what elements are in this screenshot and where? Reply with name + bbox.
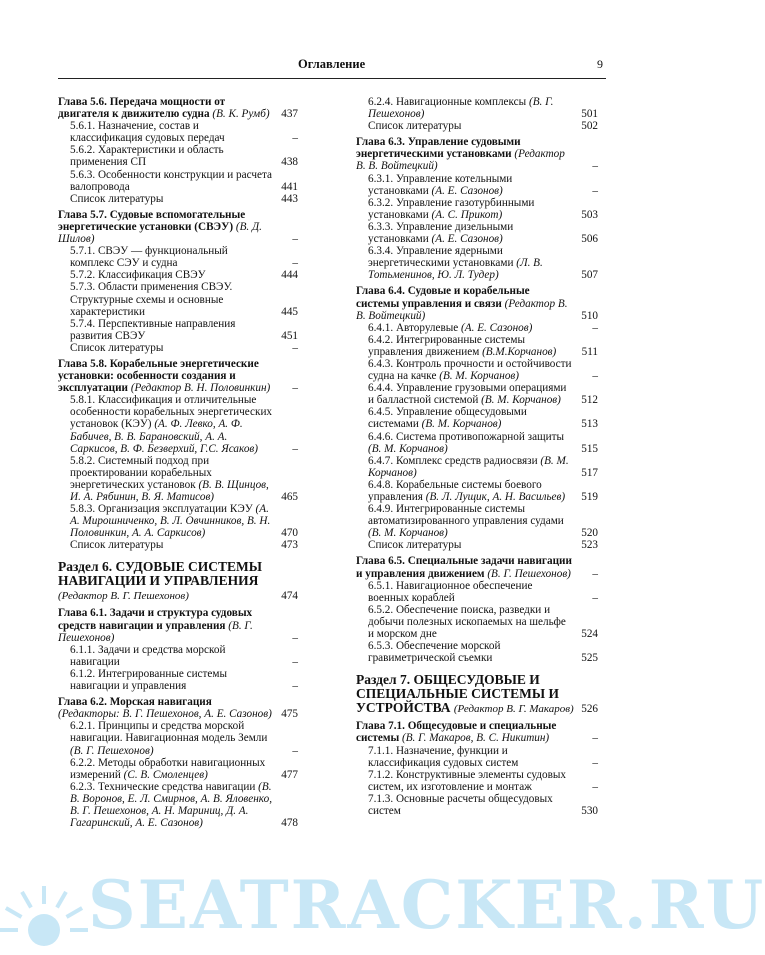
toc-page-number: 513 <box>581 418 598 431</box>
toc-entry-title: Список литературы <box>368 539 462 552</box>
toc-entry-title: Глава 6.4. Судовые и корабельные системы управления и связи <box>356 285 530 310</box>
toc-page-number: 470 <box>281 527 298 540</box>
toc-entry-editor: (В. Г. Пешехонов) <box>58 619 253 644</box>
toc-entry-title: 6.5.1. Навигационное обеспечение военных кораблей <box>368 579 533 604</box>
toc-page-number: 530 <box>581 804 598 817</box>
toc-page-number: 465 <box>281 491 298 503</box>
toc-section <box>58 560 298 603</box>
toc-sub <box>356 382 598 406</box>
toc-entry-title: 6.2.3. Технические средства навигации <box>70 780 256 793</box>
toc-entry-title: 6.5.2. Обеспечение поиска, разведки и добычи полезных ископаемых на шельфе и морском дне <box>368 603 566 641</box>
toc-entry-title: 5.7.1. СВЭУ — функциональный комплекс СЭУ и судна <box>70 245 228 270</box>
toc-sub <box>356 793 598 817</box>
toc-entry-editor: (В. Л. Лущик, А. Н. Васильев) <box>425 491 566 503</box>
toc-chapter <box>356 136 598 172</box>
toc-page-number: – <box>292 341 298 354</box>
page-header <box>0 57 661 77</box>
toc-page-number: – <box>592 756 598 769</box>
header-rule <box>58 78 606 79</box>
toc-chapter <box>58 696 298 720</box>
toc-page-number: – <box>592 321 598 334</box>
toc-entry-editor: (В. Г. Макаров, В. С. Никитин) <box>402 732 550 745</box>
toc-entry-title: Глава 6.5. Специальные задачи навигации и управления движением <box>356 555 572 580</box>
toc-page-number: – <box>292 631 298 644</box>
toc-entry-editor: (А. Е. Сазонов) <box>431 184 503 197</box>
toc-page-number: 526 <box>581 703 598 716</box>
toc-chapter <box>58 96 298 120</box>
toc-page-number: 477 <box>281 768 298 781</box>
toc-entry-title: 5.7.3. Области применения СВЭУ. Структурные схемы и основные характеристики <box>70 281 233 318</box>
toc-chapter <box>356 555 598 579</box>
toc-page-number: – <box>592 370 598 383</box>
toc-page-number: 507 <box>581 269 598 282</box>
toc-page-number: 515 <box>581 442 598 455</box>
toc-entry-editor: (В. М. Корчанов) <box>421 418 502 431</box>
toc-entry-editor: (В. М. Корчанов) <box>481 394 561 407</box>
toc-sub <box>356 479 598 503</box>
toc-entry-title: 6.4.1. Авторулевые <box>368 321 459 334</box>
toc-entry-editor: (С. В. Смоленцев) <box>123 768 208 781</box>
toc-section <box>356 673 598 716</box>
toc-entry-title: 6.4.5. Управление общесудовыми системами <box>368 406 527 431</box>
toc-page-number: – <box>592 160 598 173</box>
toc-sub <box>58 394 298 454</box>
toc-entry-editor: (Редактор В. Г. Макаров) <box>453 703 574 716</box>
toc-page-number: 519 <box>581 491 598 503</box>
toc-sub <box>58 144 298 168</box>
toc-sub <box>58 169 298 193</box>
toc-entry-editor: (А. Е. Сазонов) <box>431 233 503 246</box>
toc-page-number: 437 <box>281 108 298 121</box>
toc-entry-editor: (В. Д. Шилов) <box>58 220 262 246</box>
toc-page-number: – <box>592 567 598 580</box>
toc-sub <box>58 668 298 692</box>
toc-entry-title: Глава 5.8. Корабельные энергетические установки: особенности создания и эксплуатации <box>58 357 259 395</box>
toc-entry-title: 6.4.4. Управление грузовыми операциями и балластной системой <box>368 382 567 407</box>
toc-page-number: 511 <box>581 345 598 358</box>
toc-page-number: 502 <box>581 120 598 133</box>
toc-entry-title: Список литературы <box>70 341 164 354</box>
toc-entry-title: 5.8.1. Классификация и отличительные особенности корабельных энергетических установок (КЭУ) <box>70 394 273 431</box>
toc-sub <box>58 269 298 281</box>
toc-page-number: 475 <box>281 708 298 721</box>
toc-entry-title: 5.8.3. Организация эксплуатации КЭУ <box>70 503 253 516</box>
toc-page-number: 501 <box>581 108 598 121</box>
toc-entry-title: 6.4.9. Интегрированные системы автоматизированного управления судами <box>368 503 564 528</box>
toc-entry-editor: (А. Ф. Левко, А. Ф. Бабичев, В. В. Барановский, А. А. Саркисов, В. Ф. Безверхий, Г.С. Ясаков) <box>70 418 259 455</box>
toc-entry-editor: (Редактор В. В. Войтецкий) <box>356 148 565 173</box>
toc-entry-editor: (В. М. Корчанов) <box>439 370 519 383</box>
toc-sub <box>58 455 298 503</box>
toc-entry-title: 6.3.3. Управление дизельными установками <box>368 220 514 246</box>
toc-entry-title: 6.4.8. Корабельные системы боевого управления <box>368 478 542 503</box>
toc-entry-title: Глава 7.1. Общесудовые и специальные системы <box>356 720 557 745</box>
toc-page-number: – <box>292 233 298 246</box>
toc-sub <box>58 503 298 539</box>
toc-sub <box>356 334 598 358</box>
toc-entry-title: 5.6.2. Характеристики и область применения СП <box>70 144 224 169</box>
toc-entry-title: Глава 6.2. Морская навигация <box>58 696 212 709</box>
toc-entry-title: 6.3.2. Управление газотурбинными установками <box>368 196 535 221</box>
toc-page-number: 525 <box>581 652 598 665</box>
toc-sub <box>356 173 598 197</box>
toc-sub <box>356 580 598 604</box>
toc-entry-editor: (В. М. Корчанов) <box>368 442 448 455</box>
toc-sub <box>58 281 298 317</box>
toc-entry-title: 6.4.2. Интегрированные системы управления движением <box>368 333 525 358</box>
toc-chapter <box>356 720 598 744</box>
toc-sub <box>356 640 598 664</box>
toc-sub <box>356 322 598 334</box>
toc-lit <box>58 342 298 354</box>
toc-entry-editor: (В.М.Корчанов) <box>482 345 557 358</box>
toc-entry-title: 6.2.1. Принципы и средства морской навигации. Навигационная модель Земли <box>70 720 268 745</box>
toc-page-number: 517 <box>581 466 598 479</box>
toc-page-number: 444 <box>281 269 298 282</box>
toc-entry-title: 6.2.2. Методы обработки навигационных измерений <box>70 756 266 781</box>
toc-entry-editor: (В. М. Корчанов) <box>368 527 448 540</box>
toc-sub <box>356 245 598 281</box>
toc-sub <box>356 197 598 221</box>
toc-sub <box>356 604 598 640</box>
toc-page-number: – <box>592 732 598 745</box>
toc-chapter <box>58 607 298 643</box>
toc-page-number: – <box>292 382 298 395</box>
toc-lit <box>58 193 298 205</box>
toc-page-number: 506 <box>581 233 598 246</box>
toc-entry-title: Список литературы <box>70 192 164 205</box>
toc-entry-title: 6.4.3. Контроль прочности и остойчивости судна на качке <box>368 357 572 383</box>
toc-entry-title: 6.4.7. Комплекс средств радиосвязи <box>368 454 538 467</box>
toc-sub <box>356 431 598 455</box>
toc-entry-title: 5.6.3. Особенности конструкции и расчета валопровода <box>70 168 272 193</box>
toc-entry-editor: (Редакторы: В. Г. Пешехонов, А. Е. Сазонов) <box>58 708 272 721</box>
toc-entry-title: 5.8.2. Системный подход при проектировании корабельных энергетических установок <box>70 454 212 491</box>
toc-entry-title: 5.7.4. Перспективные направления развития СВЭУ <box>70 317 236 342</box>
toc-sub <box>58 781 298 829</box>
sun-logo-icon <box>4 878 84 955</box>
toc-page-number: 520 <box>581 527 598 540</box>
toc-page-number: 451 <box>281 329 298 342</box>
toc-sub <box>58 757 298 781</box>
toc-entry-title: 6.3.1. Управление котельными установками <box>368 172 513 197</box>
toc-page-number: – <box>292 744 298 757</box>
toc-entry-title: 5.6.1. Назначение, состав и классификация судовых передач <box>70 120 225 145</box>
toc-entry-title: 6.1.1. Задачи и средства морской навигации <box>70 643 226 668</box>
toc-entry-title: Раздел 7. ОБЩЕСУДОВЫЕ И СПЕЦИАЛЬНЫЕ СИСТЕМЫ И УСТРОЙСТВА <box>356 672 560 716</box>
toc-page-number: – <box>292 132 298 145</box>
toc-page-number: 445 <box>281 305 298 318</box>
toc-page-number: – <box>292 655 298 668</box>
toc-entry-title: Раздел 6. СУДОВЫЕ СИСТЕМЫ НАВИГАЦИИ И УПРАВЛЕНИЯ <box>58 559 262 589</box>
toc-entry-editor: (В. Г. Пешехонов) <box>70 744 154 757</box>
toc-entry-editor: (А. С. Прикот) <box>431 208 503 221</box>
toc-page-number: 523 <box>581 539 598 552</box>
toc-sub <box>356 96 598 120</box>
toc-page-number: 524 <box>581 628 598 641</box>
toc-page-number: 510 <box>581 309 598 322</box>
toc-page-number: 503 <box>581 208 598 221</box>
toc-entry-title: 6.4.6. Система противопожарной защиты <box>368 430 565 443</box>
toc-entry-title: Список литературы <box>70 539 164 552</box>
toc-lit <box>58 539 298 551</box>
toc-sub <box>58 120 298 144</box>
toc-chapter <box>58 209 298 245</box>
toc-sub <box>356 358 598 382</box>
toc-page-number: 512 <box>581 394 598 407</box>
toc-entry-editor: (В. В. Щинцов, И. А. Рябинин, В. Я. Матисов) <box>70 478 269 503</box>
toc-right-column <box>356 96 598 817</box>
toc-entry-title: Глава 5.6. Передача мощности от двигателя к движителю судна <box>58 96 226 121</box>
toc-page-number: 478 <box>281 817 298 830</box>
toc-entry-editor: (Л. В. Тотьменинов, Ю. Л. Тудер) <box>368 257 543 282</box>
toc-page-number: 441 <box>281 180 298 193</box>
page-number: 9 <box>597 57 603 71</box>
toc-sub <box>356 769 598 793</box>
toc-left-column <box>58 96 298 829</box>
toc-lit <box>356 539 598 551</box>
toc-sub <box>356 503 598 539</box>
toc-entry-title: 6.1.2. Интегрированные системы навигации и управления <box>70 667 227 693</box>
toc-entry-editor: (В. К. Румб) <box>212 108 270 121</box>
page-title: Оглавление <box>298 57 366 71</box>
toc-entry-editor: (Редактор В. Г. Пешехонов) <box>58 590 189 603</box>
toc-sub <box>356 455 598 479</box>
toc-page-number: 473 <box>281 539 298 552</box>
toc-page-number: – <box>592 780 598 793</box>
toc-entry-editor: (А. А. Мирошниченко, В. Л. Овчинников, В. Н. Половинкин, А. А. Саркисов) <box>70 503 271 540</box>
toc-entry-title: Глава 6.3. Управление судовыми энергетическими установками <box>356 136 521 161</box>
toc-entry-editor: (В. Г. Пешехонов) <box>368 96 554 121</box>
toc-sub <box>58 318 298 342</box>
toc-entry-title: Глава 5.7. Судовые вспомогательные энергетические установки (СВЭУ) <box>58 208 246 233</box>
toc-page-number: 443 <box>281 192 298 205</box>
toc-entry-title: Глава 6.1. Задачи и структура судовых средств навигации и управления <box>58 607 253 632</box>
toc-page-number: 438 <box>281 156 298 169</box>
toc-sub <box>58 245 298 269</box>
toc-page-number: – <box>592 184 598 197</box>
toc-entry-title: 5.7.2. Классификация СВЭУ <box>70 269 206 282</box>
toc-entry-editor: (В. М. Корчанов) <box>368 454 569 479</box>
toc-entry-title: Список литературы <box>368 120 462 133</box>
toc-entry-editor: (В. В. Воронов, Е. Л. Смирнов, А. В. Яловенко, В. Г. Пешехонов, А. Н. Мариниц, Д. А. Гагаринский, А. Е. Сазонов) <box>70 780 273 830</box>
toc-page-number: – <box>592 591 598 604</box>
toc-entry-editor: (Редактор В. В. Войтецкий) <box>356 297 568 322</box>
toc-lit <box>356 120 598 132</box>
toc-entry-title: 6.5.3. Обеспечение морской гравиметрической съемки <box>368 640 501 665</box>
toc-entry-editor: (Редактор В. Н. Половинкин) <box>130 382 271 395</box>
toc-chapter <box>356 285 598 321</box>
toc-chapter <box>58 358 298 394</box>
toc-page-number: 474 <box>281 590 298 603</box>
toc-page-number: – <box>292 257 298 270</box>
toc-entry-title: 7.1.3. Основные расчеты общесудовых систем <box>368 792 553 817</box>
toc-sub <box>356 745 598 769</box>
toc-page-number: – <box>292 442 298 455</box>
toc-sub <box>58 720 298 756</box>
watermark-text: SEATRACKER.RU <box>88 866 765 944</box>
toc-entry-editor: (А. Е. Сазонов) <box>461 321 533 334</box>
toc-entry-title: 6.2.4. Навигационные комплексы <box>368 96 527 108</box>
toc-entry-editor: (В. Г. Пешехонов) <box>487 567 571 580</box>
toc-sub <box>356 221 598 245</box>
toc-sub <box>356 406 598 430</box>
toc-entry-title: 7.1.2. Конструктивные элементы судовых систем, их изготовление и монтаж <box>368 768 566 793</box>
toc-sub <box>58 644 298 668</box>
toc-entry-title: 7.1.1. Назначение, функции и классификация судовых систем <box>368 744 519 769</box>
toc-page-number: – <box>292 680 298 693</box>
toc-entry-title: 6.3.4. Управление ядерными энергетическими установками <box>368 245 514 270</box>
